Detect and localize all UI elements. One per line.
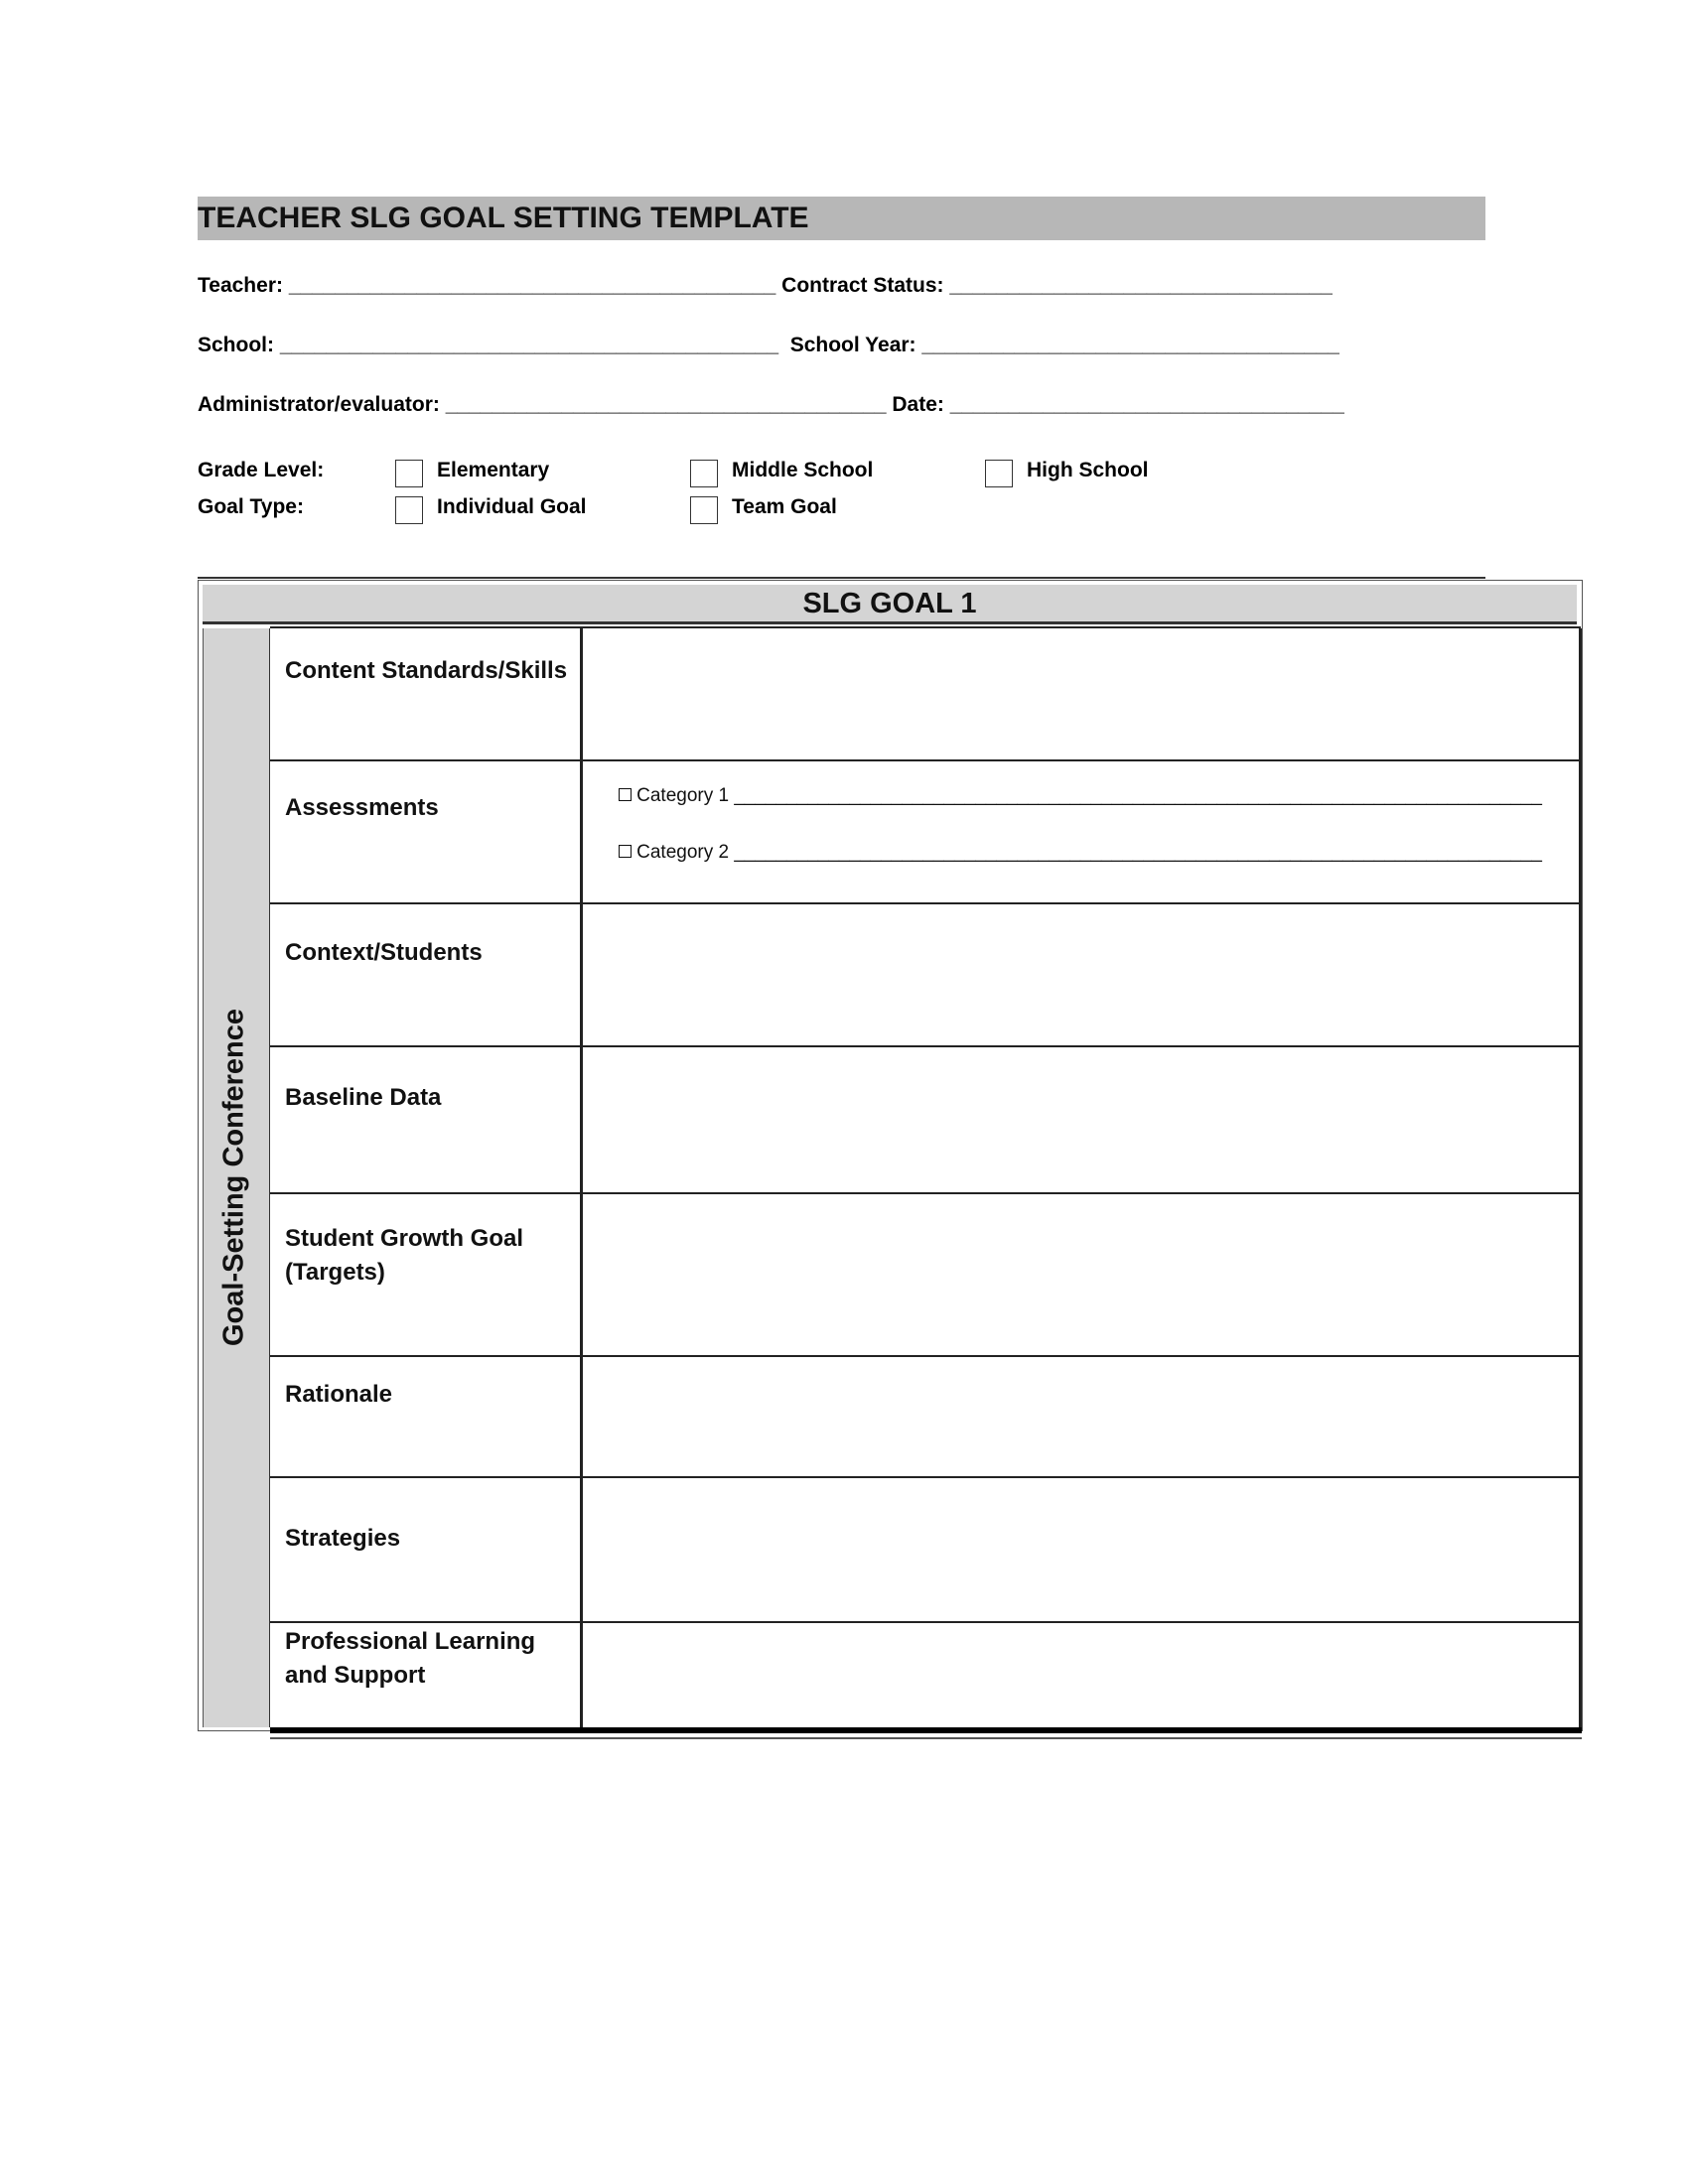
- row-divider: [270, 1045, 1581, 1047]
- row-divider: [270, 1621, 1581, 1623]
- checkbox[interactable]: [395, 496, 423, 524]
- row-divider: [270, 1192, 1581, 1194]
- checkbox[interactable]: [690, 496, 718, 524]
- assessment-category-2[interactable]: [598, 817, 1542, 888]
- grade-level-row: [198, 456, 1290, 485]
- row-label-baseline-data: Baseline Data: [285, 1084, 442, 1111]
- side-label: Goal-Setting Conference: [217, 1009, 250, 1346]
- row-divider: [270, 1476, 1581, 1478]
- checkbox[interactable]: [985, 460, 1013, 487]
- goal-type-label: Goal Type:: [198, 495, 304, 518]
- title-bar: [198, 197, 1485, 240]
- page-title: TEACHER SLG GOAL SETTING TEMPLATE: [198, 202, 809, 234]
- table-bottom-border: [270, 1727, 1582, 1733]
- row-divider: [270, 902, 1581, 904]
- row-label-assessments: Assessments: [285, 794, 439, 821]
- option-label: Team Goal: [732, 495, 837, 518]
- checkbox[interactable]: [690, 460, 718, 487]
- administrator-date-line[interactable]: Administrator/evaluator: ______________________________________ Date: __________________________________: [198, 393, 1344, 416]
- school-year-line[interactable]: School: ___________________________________________ School Year: ____________________________________: [198, 334, 1339, 356]
- checkbox[interactable]: [395, 460, 423, 487]
- column-divider: [580, 628, 583, 1729]
- checkbox-icon[interactable]: [619, 788, 632, 801]
- table-right-border: [1579, 628, 1582, 1733]
- row-label-professional-learning: Professional Learning and Support: [285, 1628, 536, 1689]
- table-top-rule: [198, 577, 1485, 579]
- option-label: High School: [1027, 459, 1149, 481]
- row-label-content-standards: Content Standards/Skills: [285, 657, 568, 684]
- row-label-student-growth-goal: Student Growth Goal (Targets): [285, 1225, 523, 1286]
- table-header: [203, 585, 1577, 624]
- goal-type-row: [198, 492, 1290, 522]
- checkbox-icon[interactable]: [619, 845, 632, 858]
- row-divider: [270, 1355, 1581, 1357]
- table-bottom-border-thin: [270, 1737, 1582, 1739]
- table-header-title: SLG GOAL 1: [802, 588, 977, 619]
- grade-level-label: Grade Level:: [198, 459, 325, 481]
- option-label: Individual Goal: [437, 495, 587, 518]
- teacher-contract-line[interactable]: Teacher: __________________________________________ Contract Status: _________________________________: [198, 274, 1333, 297]
- row-label-context-students: Context/Students: [285, 939, 483, 966]
- category-text: Category 1 _____________________________________________________________________________: [636, 785, 1542, 806]
- row-divider: [270, 626, 1581, 628]
- category-text: Category 2 _____________________________________________________________________________: [636, 842, 1542, 863]
- slg-goal-table: [198, 580, 1583, 1731]
- row-label-strategies: Strategies: [285, 1525, 401, 1552]
- option-label: Middle School: [732, 459, 874, 481]
- row-label-rationale: Rationale: [285, 1381, 393, 1408]
- option-label: Elementary: [437, 459, 550, 481]
